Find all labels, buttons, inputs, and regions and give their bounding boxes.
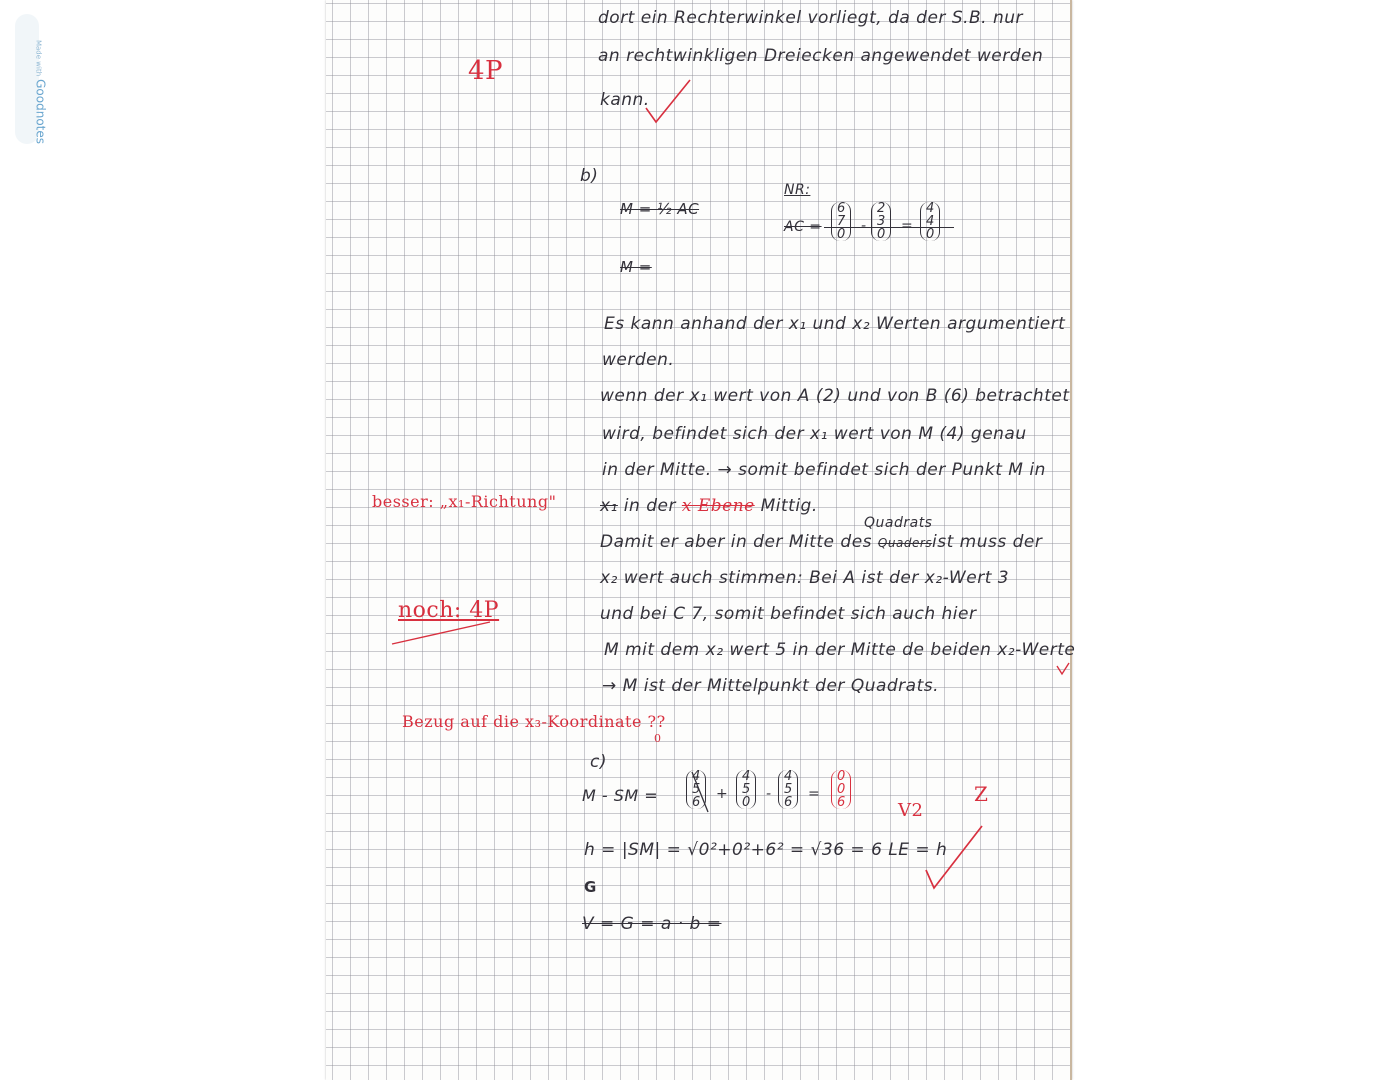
cross-out-stroke xyxy=(688,770,712,814)
paragraph-line-7 xyxy=(600,532,1042,552)
text-line-3: kann. xyxy=(600,90,650,110)
inserted-word: Quadrats xyxy=(864,515,933,531)
paragraph-line-11: → M ist der Mittelpunkt der Quadrats. xyxy=(602,676,940,696)
vector-entry: 4 xyxy=(692,769,701,784)
watermark-made-with: Made with xyxy=(34,39,43,77)
vector-entry: 4 xyxy=(742,769,751,784)
vector-entry: 0 xyxy=(837,769,846,784)
score-top: 4P xyxy=(468,56,504,86)
plus-sign: + xyxy=(716,786,729,802)
text-line-1: dort ein Rechterwinkel vorliegt, da der S.B. nur xyxy=(598,8,1024,28)
paragraph-line-10: M mit dem x₂ wert 5 in der Mitte de beiden x₂-Werte xyxy=(604,640,1076,660)
check-mark-icon xyxy=(644,78,694,126)
vector-equation-label: M - SM = xyxy=(582,786,659,805)
part-b-label: b) xyxy=(580,166,599,186)
paragraph-line-8: x₂ wert auch stimmen: Bei A ist der x₂-Wert 3 xyxy=(600,568,1010,588)
strike-line xyxy=(824,227,954,228)
vector-entry: 0 xyxy=(837,782,846,797)
vector-entry: 6 xyxy=(784,795,793,810)
vector-c3 xyxy=(778,770,798,813)
midpoint-result: M = xyxy=(620,258,652,276)
vector-ac-b xyxy=(871,202,891,245)
vector-ac-a xyxy=(831,202,851,245)
goodnotes-watermark xyxy=(33,40,52,144)
paragraph-line-4: wird, befindet sich der x₁ wert von M (4) genau xyxy=(602,424,1027,444)
small-check-icon xyxy=(1056,662,1070,676)
paragraph-text: ist muss der xyxy=(932,532,1043,552)
check-mark-icon xyxy=(924,824,984,892)
vector-c-result xyxy=(831,770,851,813)
vector-entry: 5 xyxy=(784,782,793,797)
grade-z: Z xyxy=(974,782,989,806)
vector-entry: 6 xyxy=(692,795,701,810)
underline-stroke xyxy=(390,620,494,646)
comment-still: noch: 4P xyxy=(398,598,500,623)
struck-word: x₁ xyxy=(600,496,618,516)
minus-sign: - xyxy=(766,786,772,802)
paragraph-line-9: und bei C 7, somit befindet sich auch hier xyxy=(600,604,977,624)
height-calculation: h = |SM| = √0²+0²+6² = √36 = 6 LE = h xyxy=(584,840,948,860)
paragraph-line-1: Es kann anhand der x₁ und x₂ Werten argumentiert xyxy=(604,314,1066,334)
side-calc-label: NR: xyxy=(784,182,811,198)
volume-formula-struck: V = G = a · b = xyxy=(582,914,722,934)
vector-entry: 0 xyxy=(742,795,751,810)
paragraph-text: Damit er aber in der Mitte des xyxy=(600,532,873,552)
small-zero-mark: 0 xyxy=(654,732,662,745)
struck-word: Quaders xyxy=(877,536,933,550)
part-c-label: c) xyxy=(590,752,607,772)
paragraph-text: Mittig. xyxy=(760,496,818,516)
vector-entry: 5 xyxy=(742,782,751,797)
paragraph-line-5: in der Mitte. → somit befindet sich der Punkt M in xyxy=(602,460,1046,480)
vector-entry: 0 xyxy=(877,227,886,242)
vector-entry: 5 xyxy=(692,782,701,797)
vector-ac-result xyxy=(920,202,940,245)
paragraph-line-2: werden. xyxy=(602,350,675,370)
minus-sign: - xyxy=(861,218,867,234)
vector-entry: 7 xyxy=(837,214,846,229)
base-area-label: G xyxy=(584,878,597,896)
vector-entry: 2 xyxy=(877,201,886,216)
paragraph-text: in der xyxy=(623,496,676,516)
vector-entry: 4 xyxy=(926,214,935,229)
paragraph-line-6 xyxy=(600,496,818,516)
notebook-page xyxy=(326,0,1076,1080)
vector-entry: 4 xyxy=(926,201,935,216)
watermark-brand: Goodnotes xyxy=(33,79,48,145)
text-line-2: an rechtwinkligen Dreiecken angewendet werden xyxy=(598,46,1044,66)
red-struck-word: x Ebene xyxy=(681,496,755,516)
grade-v2: V2 xyxy=(898,800,924,821)
vector-entry: 6 xyxy=(837,795,846,810)
vector-entry: 0 xyxy=(837,227,846,242)
midpoint-formula: M = ½ AC xyxy=(620,200,700,218)
equals-sign: = xyxy=(808,786,821,802)
equals-sign: = xyxy=(901,218,914,234)
vector-entry: 0 xyxy=(926,227,935,242)
vector-entry: 4 xyxy=(784,769,793,784)
comment-reference: Bezug auf die x₃-Koordinate ?? xyxy=(402,712,666,731)
vector-ac-label: AC = xyxy=(784,219,822,235)
goodnotes-badge xyxy=(15,14,48,145)
comment-better: besser: „x₁-Richtung" xyxy=(372,492,557,511)
vector-entry: 3 xyxy=(877,214,886,229)
paragraph-line-3: wenn der x₁ wert von A (2) und von B (6) betrachtet xyxy=(600,386,1070,406)
vector-entry: 6 xyxy=(837,201,846,216)
vector-c2 xyxy=(736,770,756,813)
